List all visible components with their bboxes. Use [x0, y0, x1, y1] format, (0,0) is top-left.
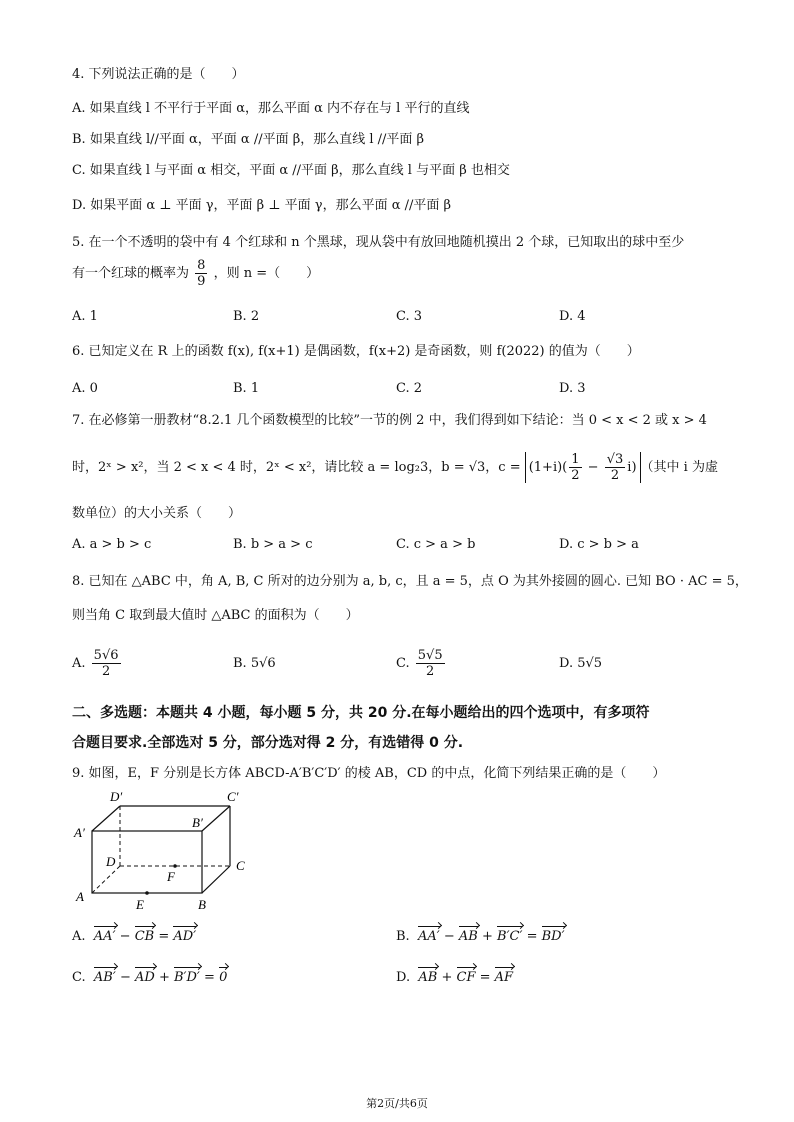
q8-stem-line1: 8. 已知在 △ABC 中，角 A, B, C 所对的边分别为 a, b, c，且 a = 5，点 O 为其外接圆的圆心. 已知 BO · AC = 5， — [72, 574, 748, 589]
q7-stem-line2 — [72, 452, 718, 483]
q7-stem-a: 时，2ˣ > x²，当 2 < x < 4 时，2ˣ < x²，请比较 a = log₂3，b = √3，c = — [72, 460, 525, 475]
q9-option-c — [72, 969, 227, 987]
vec-ab: AB — [418, 970, 438, 985]
q7-abs-num: 1 — [571, 452, 580, 467]
q8-option-c — [396, 648, 447, 679]
q6-option-b: B. 1 — [233, 381, 260, 396]
q4-option-b: B. 如果直线 l//平面 α，平面 α //平面 β，那么直线 l //平面 β — [72, 132, 425, 147]
q7-option-b: B. b > a > c — [233, 537, 313, 552]
section2-heading-line2: 合题目要求.全部选对 5 分，部分选对得 2 分，有选错得 0 分. — [72, 735, 464, 751]
vec-cb: CB — [134, 929, 155, 944]
op: + — [158, 970, 170, 985]
label-b-prime: B′ — [192, 815, 203, 830]
label-c: C — [236, 858, 245, 873]
q5-frac-den: 9 — [197, 274, 206, 289]
q8-a-den: 2 — [101, 664, 111, 679]
q9-stem: 9. 如图，E，F 分别是长方体 ABCD-A′B′C′D′ 的棱 AB，CD 的中点，化简下列结果正确的是（ ） — [72, 766, 666, 781]
q8-option-a — [72, 648, 123, 679]
vec-ab: AB — [458, 929, 478, 944]
q9-d-label: D. — [396, 970, 411, 985]
q9-option-b — [396, 928, 565, 946]
q7-abs-den: 2 — [571, 468, 580, 483]
q8-option-a-frac — [92, 648, 121, 679]
q9-a-label: A. — [72, 929, 86, 944]
vec-aa-prime: AA′ — [93, 929, 116, 944]
q5-fraction — [195, 258, 207, 289]
q5-stem-line1: 5. 在一个不透明的袋中有 4 个红球和 n 个黑球，现从袋中有放回地随机摸出 2 个球，已知取出的球中至少 — [72, 235, 685, 250]
vec-cf: CF — [456, 970, 476, 985]
label-a: A — [76, 889, 84, 904]
q8-stem-line2: 则当角 C 取到最大值时 △ABC 的面积为（ ） — [72, 608, 359, 623]
vec-aa-prime: AA′ — [417, 929, 440, 944]
q7-abs-den2: 2 — [610, 468, 620, 483]
q8-option-d: D. 5√5 — [559, 656, 603, 671]
q6-option-d: D. 3 — [559, 381, 586, 396]
vec-ad: AD — [134, 970, 155, 985]
vec-ab-prime: AB′ — [93, 970, 116, 985]
q8-c-den: 2 — [426, 664, 435, 679]
q5-stem-post: ，则 n =（ ） — [213, 266, 320, 281]
q7-option-d: D. c > b > a — [559, 537, 639, 552]
q7-stem-b: （其中 i 为虚 — [640, 460, 718, 475]
label-d-prime: D′ — [110, 789, 123, 804]
op: − — [443, 929, 455, 944]
q7-frac-root3 — [605, 452, 626, 483]
q8-option-b: B. 5√6 — [233, 656, 276, 671]
q6-option-c: C. 2 — [396, 381, 423, 396]
q6-stem: 6. 已知定义在 R 上的函数 f(x), f(x+1) 是偶函数，f(x+2) 是奇函数，则 f(2022) 的值为（ ） — [72, 344, 640, 359]
op: + — [481, 929, 493, 944]
q6-option-a: A. 0 — [72, 381, 98, 396]
op: = — [479, 970, 491, 985]
q4-option-d: D. 如果平面 α ⊥ 平面 γ，平面 β ⊥ 平面 γ，那么平面 α //平面 β — [72, 198, 452, 213]
q4-option-a: A. 如果直线 l 不平行于平面 α，那么平面 α 内不存在与 l 平行的直线 — [72, 101, 470, 116]
q5-option-a: A. 1 — [72, 309, 98, 324]
q7-abs-post: i) — [627, 460, 637, 475]
q5-option-c: C. 3 — [396, 309, 423, 324]
op: = — [158, 929, 170, 944]
q5-frac-num: 8 — [197, 258, 206, 273]
vec-zero: 0 — [219, 970, 228, 985]
q5-stem-pre: 有一个红球的概率为 — [72, 266, 190, 281]
page-footer: 第2页/共6页 — [366, 1097, 428, 1110]
label-b: B — [198, 897, 206, 912]
q4-option-c: C. 如果直线 l 与平面 α 相交，平面 α //平面 β，那么直线 l 与平面 β 也相交 — [72, 163, 510, 178]
q7-abs-mid: − — [583, 460, 603, 475]
q4-stem: 4. 下列说法正确的是（ ） — [72, 67, 245, 82]
cuboid-figure — [70, 786, 270, 916]
op: − — [119, 929, 131, 944]
label-c-prime: C′ — [227, 789, 239, 804]
op: = — [204, 970, 215, 985]
q7-option-a: A. a > b > c — [72, 537, 152, 552]
q5-stem-line2 — [72, 258, 319, 289]
q8-option-c-label: C. — [396, 656, 410, 671]
vec-b-prime-c-prime: B′C′ — [497, 929, 523, 944]
q7-abs-pre: (1+i)( — [528, 460, 568, 475]
q7-frac-half — [569, 452, 581, 483]
label-e: E — [136, 897, 144, 912]
q8-a-num: 5√6 — [93, 648, 119, 663]
op: = — [526, 929, 538, 944]
label-a-prime: A′ — [74, 825, 85, 840]
op: − — [119, 970, 131, 985]
q8-c-num: 5√5 — [417, 648, 443, 663]
q7-option-c: C. c > a > b — [396, 537, 476, 552]
vec-ad-prime: AD′ — [173, 929, 197, 944]
q9-b-label: B. — [396, 929, 410, 944]
section2-heading-line1: 二、多选题：本题共 4 小题，每小题 5 分，共 20 分.在每小题给出的四个选项中，有多项符 — [72, 705, 650, 721]
q7-abs-expression — [525, 452, 641, 483]
q9-option-d — [396, 969, 513, 987]
q7-stem-line1: 7. 在必修第一册教材“8.2.1 几个函数模型的比较”一节的例 2 中，我们得到如下结论：当 0 < x < 2 或 x > 4 — [72, 413, 707, 428]
label-d: D — [106, 854, 116, 869]
q5-option-b: B. 2 — [233, 309, 260, 324]
q7-abs-num2: √3 — [606, 452, 624, 467]
op: + — [441, 970, 453, 985]
label-f: F — [167, 869, 175, 884]
vec-af: AF — [494, 970, 514, 985]
q8-option-c-frac — [416, 648, 445, 679]
q5-option-d: D. 4 — [559, 309, 586, 324]
q7-stem-line3: 数单位）的大小关系（ ） — [72, 506, 242, 521]
vec-bd-prime: BD′ — [541, 929, 565, 944]
q9-option-a — [72, 928, 196, 946]
q9-c-label: C. — [72, 970, 86, 985]
q8-option-a-label: A. — [72, 656, 86, 671]
vec-b-prime-d-prime: B′D′ — [173, 970, 200, 985]
